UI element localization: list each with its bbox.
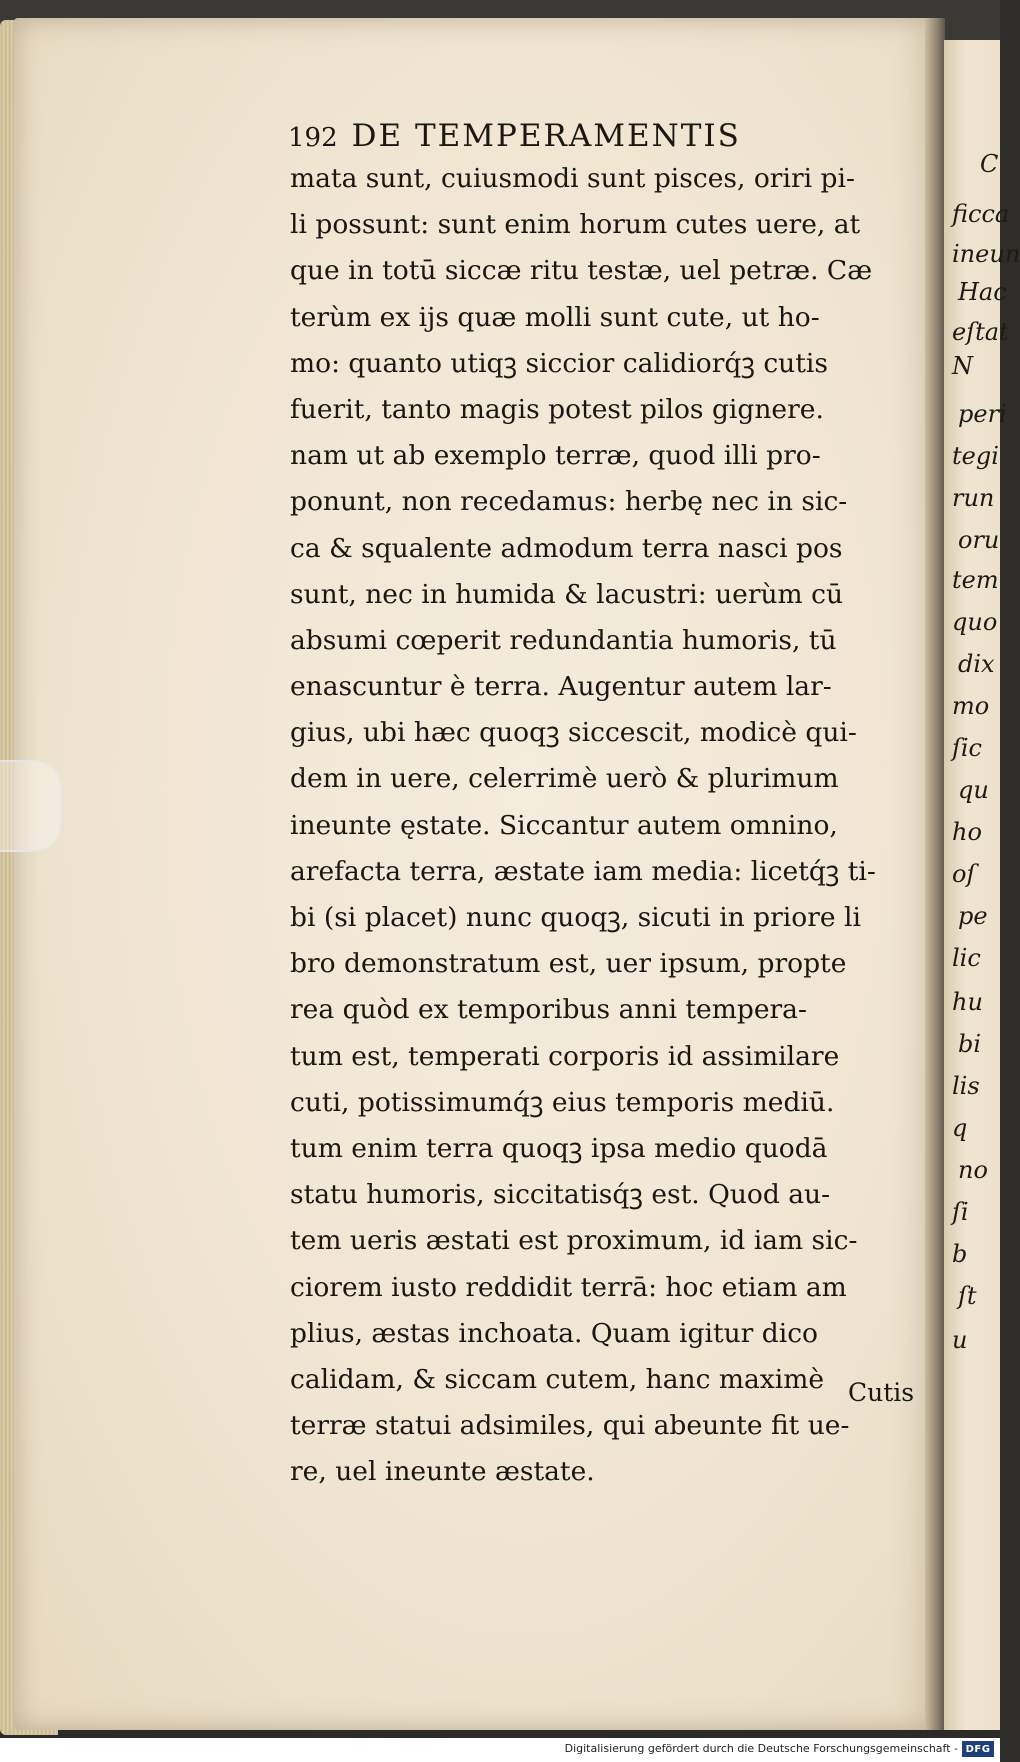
text-line: enascuntur è terra. Augentur autem lar- (290, 671, 832, 703)
facing-page-fragment: qu (958, 776, 989, 804)
text-line: nam ut ab exemplo terræ, quod illi pro- (290, 440, 821, 472)
body-text (290, 156, 905, 1495)
text-line: rea quòd ex temporibus anni tempera- (290, 994, 807, 1026)
text-line: arefacta terra, æstate iam media: licetq́ꝫ ti- (290, 855, 876, 887)
text-line: tum est, temperati corporis id assimilare (290, 1040, 840, 1072)
facing-page-fragment: pe (958, 902, 988, 930)
text-line: absumi cœperit redundantia humoris, tū (290, 624, 837, 656)
facing-page-fragment: dix (958, 650, 995, 678)
facing-page-fragment: ſi (952, 1198, 969, 1226)
facing-page-fragment: lis (952, 1072, 980, 1100)
text-line: tum enim terra quoqꝫ ipsa medio quodā (290, 1132, 828, 1164)
text-line: plius, æstas inchoata. Quam igitur dico (290, 1317, 819, 1349)
text-line: mata sunt, cuiusmodi sunt pisces, oriri pi- (290, 163, 855, 194)
text-line: que in totū siccæ ritu testæ, uel petræ. Cæ (290, 255, 873, 287)
page-number: 192 (288, 123, 338, 153)
facing-page-fragment: ficca (952, 200, 1010, 228)
facing-page-fragment: lic (952, 944, 981, 972)
text-line: cuti, potissimumq́ꝫ eius temporis mediū. (290, 1086, 835, 1118)
facing-page-fragment: eſtat (952, 318, 1009, 346)
facing-page-fragment: N (952, 352, 973, 380)
text-line: ineunte ęstate. Siccantur autem omnino, (290, 809, 838, 841)
facing-page-fragment: q (952, 1114, 968, 1142)
catchword: Cutis (848, 1378, 915, 1407)
text-line: gius, ubi hæc quoqꝫ siccescit, modicè qui- (290, 717, 857, 749)
text-line: mo: quanto utiqꝫ siccior calidiorq́ꝫ cutis (290, 347, 828, 379)
digitization-credit: Digitalisierung gefördert durch die Deutsche Forschungsgemeinschaft - (564, 1742, 958, 1755)
dfg-logo: DFG (962, 1741, 994, 1757)
facing-page-fragment: tem (952, 566, 999, 594)
facing-page-fragment: no (958, 1156, 988, 1184)
facing-page-fragment: ineun (952, 240, 1020, 268)
text-line: sunt, nec in humida & lacustri: uerùm cū (290, 578, 844, 610)
facing-page-fragment: ho (952, 818, 982, 846)
facing-page-fragment: ſic (952, 734, 982, 762)
text-line: re, uel ineunte æstate. (290, 1456, 595, 1488)
text-line: ca & squalente admodum terra nasci pos (290, 532, 843, 564)
facing-page-fragment: peri (958, 400, 1007, 428)
text-line: bi (si placet) nunc quoqꝫ, sicuti in priore li (290, 902, 861, 933)
facing-page-fragment: hu (952, 988, 983, 1016)
facing-page-fragment: u (952, 1326, 968, 1354)
facing-page-fragment: tegi (952, 442, 999, 470)
facing-page-fragment: mo (952, 692, 990, 720)
facing-page-fragment: quo (952, 608, 998, 636)
text-line: ciorem iusto reddidit terrā: hoc etiam am (290, 1271, 847, 1303)
text-line: li possunt: sunt enim horum cutes uere, at (290, 209, 861, 241)
text-line: dem in uere, celerrimè uerò & plurimum (290, 763, 839, 795)
text-line: calidam, & siccam cutem, hanc maximè (290, 1363, 825, 1395)
text-line: terùm ex ijs quæ molli sunt cute, ut ho- (290, 301, 820, 333)
text-line: statu humoris, siccitatisq́ꝫ est. Quod au- (290, 1179, 831, 1211)
text-line: tem ueris æstati est proximum, id iam sic- (290, 1225, 858, 1257)
text-line: ponunt, non recedamus: herbę nec in sic- (290, 486, 848, 518)
facing-page-fragment: oſ (952, 860, 976, 888)
facing-page-fragment: C (980, 150, 999, 178)
text-line: bro demonstratum est, uer ipsum, propte (290, 948, 847, 980)
facing-page-fragment: b (952, 1240, 968, 1268)
running-head: DE TEMPERAMENTIS (351, 118, 741, 154)
text-line: fuerit, tanto magis potest pilos gignere. (290, 393, 824, 425)
book-gutter (925, 18, 945, 1730)
facing-page-fragment: oru (958, 526, 1000, 554)
facing-page-fragment: Hac (958, 278, 1007, 306)
page-header (288, 118, 741, 154)
facing-page-fragment: bi (958, 1030, 982, 1058)
facing-page-fragment: ſt (958, 1282, 977, 1310)
page-clip (0, 760, 62, 852)
text-line: terræ statui adsimiles, qui abeunte fit ue- (290, 1410, 850, 1442)
facing-page-fragment: run (952, 484, 995, 512)
